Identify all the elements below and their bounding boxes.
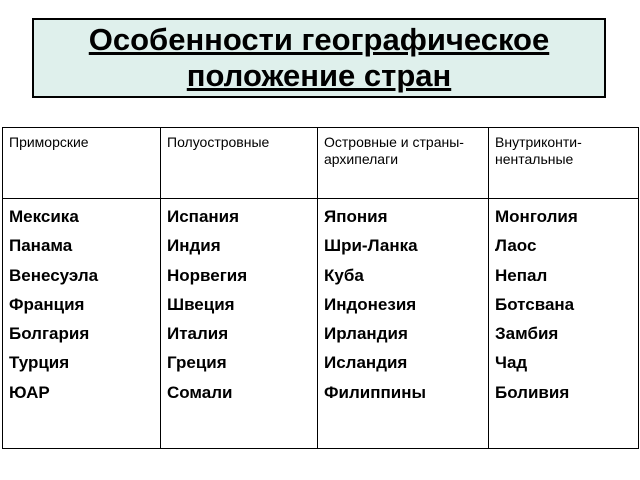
- landlocked-list: [489, 199, 638, 407]
- header-peninsular: Полуостровные: [167, 134, 270, 150]
- list-item: Филиппины: [324, 382, 426, 402]
- header-landlocked: Внутриконти-нентальные: [495, 134, 582, 167]
- list-item: Италия: [167, 324, 229, 344]
- list-item: Замбия: [495, 324, 559, 344]
- page-title-line-2: положение стран: [186, 58, 452, 93]
- column-landlocked: [489, 199, 639, 449]
- list-item: Венесуэла: [9, 265, 99, 285]
- list-item: Непал: [495, 265, 548, 285]
- list-item: Франция: [9, 294, 85, 314]
- header-cell-coastal: [3, 128, 161, 199]
- list-item: Куба: [324, 265, 364, 285]
- list-item: Шри-Ланка: [324, 236, 418, 256]
- list-item: Ирландия: [324, 324, 408, 344]
- list-item: Индия: [167, 236, 221, 256]
- list-item: Швеция: [167, 294, 235, 314]
- title-box: [32, 18, 606, 98]
- list-item: Норвегия: [167, 265, 248, 285]
- column-peninsular: [161, 199, 318, 449]
- list-item: Боливия: [495, 382, 570, 402]
- table-header-row: [3, 128, 639, 199]
- list-item: Мексика: [9, 207, 79, 226]
- list-item: Панама: [9, 236, 73, 256]
- header-island: Островные и страны-архипелаги: [324, 134, 464, 167]
- list-item: Монголия: [495, 207, 578, 226]
- list-item: Болгария: [9, 324, 90, 344]
- peninsular-list: [161, 199, 317, 407]
- header-cell-island: [318, 128, 489, 199]
- list-item: Испания: [167, 207, 240, 226]
- countries-table: [2, 127, 639, 449]
- column-island: [318, 199, 489, 449]
- island-list: [318, 199, 488, 407]
- list-item: Турция: [9, 353, 70, 373]
- table-body-row: [3, 199, 639, 449]
- list-item: Исландия: [324, 353, 408, 373]
- coastal-list: [3, 199, 160, 407]
- header-cell-landlocked: [489, 128, 639, 199]
- page-title-line-1: Особенности географическое: [88, 22, 550, 57]
- list-item: Ботсвана: [495, 294, 575, 314]
- list-item: Япония: [324, 207, 388, 226]
- list-item: Индонезия: [324, 294, 417, 314]
- list-item: Лаос: [495, 236, 537, 256]
- column-coastal: [3, 199, 161, 449]
- list-item: Чад: [495, 353, 528, 373]
- list-item: Сомали: [167, 382, 233, 402]
- header-coastal: Приморские: [9, 134, 89, 150]
- list-item: Греция: [167, 353, 227, 373]
- list-item: ЮАР: [9, 382, 50, 402]
- header-cell-peninsular: [161, 128, 318, 199]
